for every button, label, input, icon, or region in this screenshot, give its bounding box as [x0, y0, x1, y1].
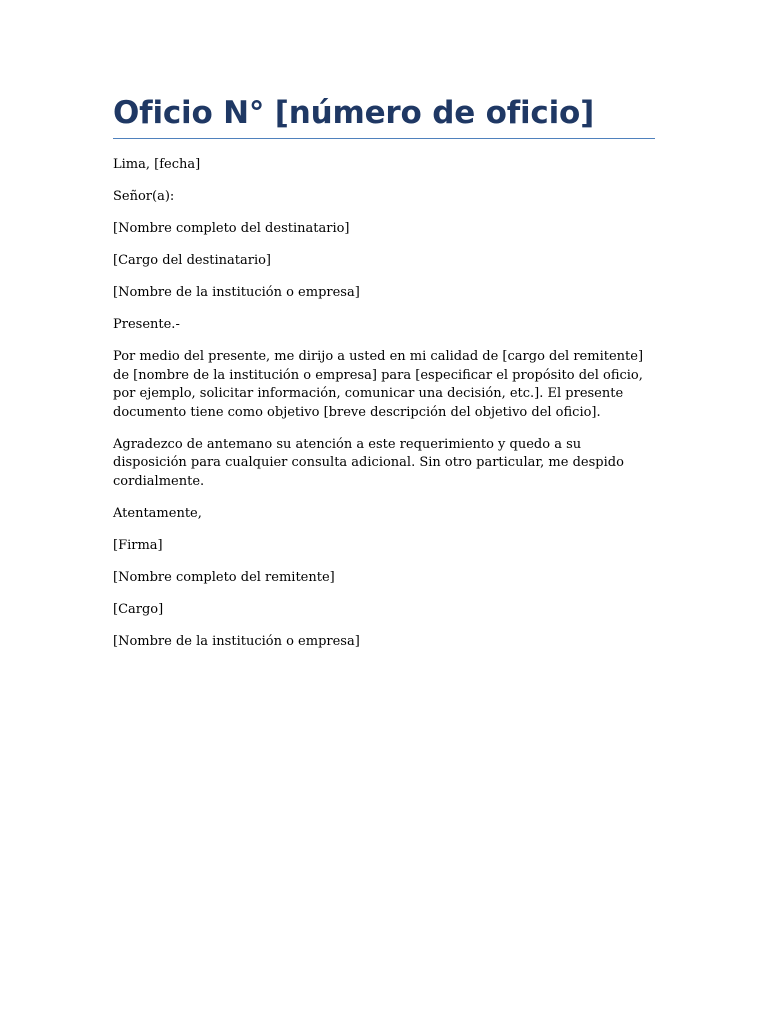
closing-line: Atentamente, — [113, 505, 202, 521]
recipient-position: [Cargo del destinatario] — [113, 252, 272, 268]
document-body — [113, 156, 655, 651]
body-paragraph-purpose: Por medio del presente, me dirijo a usted en mi calidad de [cargo del remitente] de [nombre de la institución o empresa] para [especificar el propósito del oficio, por ejemplo, solicitar información, comunicar una decisión, etc.]. El presente documento tiene como objetivo [breve descripción del objetivo del oficio]. — [113, 348, 644, 420]
document-title: Oficio N° [número de oficio] — [113, 93, 655, 139]
sender-institution: [Nombre de la institución o empresa] — [113, 633, 360, 649]
recipient-institution: [Nombre de la institución o empresa] — [113, 284, 360, 300]
sender-name: [Nombre completo del remitente] — [113, 569, 335, 585]
body-paragraph-thanks: Agradezco de antemano su atención a este requerimiento y quedo a su disposición para cualquier consulta adicional. Sin otro particular, me despido cordialmente. — [113, 436, 624, 489]
presente-line: Presente.- — [113, 316, 180, 332]
document-content — [113, 93, 655, 651]
signature-line: [Firma] — [113, 537, 163, 553]
sender-position: [Cargo] — [113, 601, 164, 617]
date-line: Lima, [fecha] — [113, 157, 201, 172]
salutation-line: Señor(a): — [113, 188, 175, 204]
recipient-name: [Nombre completo del destinatario] — [113, 220, 350, 236]
